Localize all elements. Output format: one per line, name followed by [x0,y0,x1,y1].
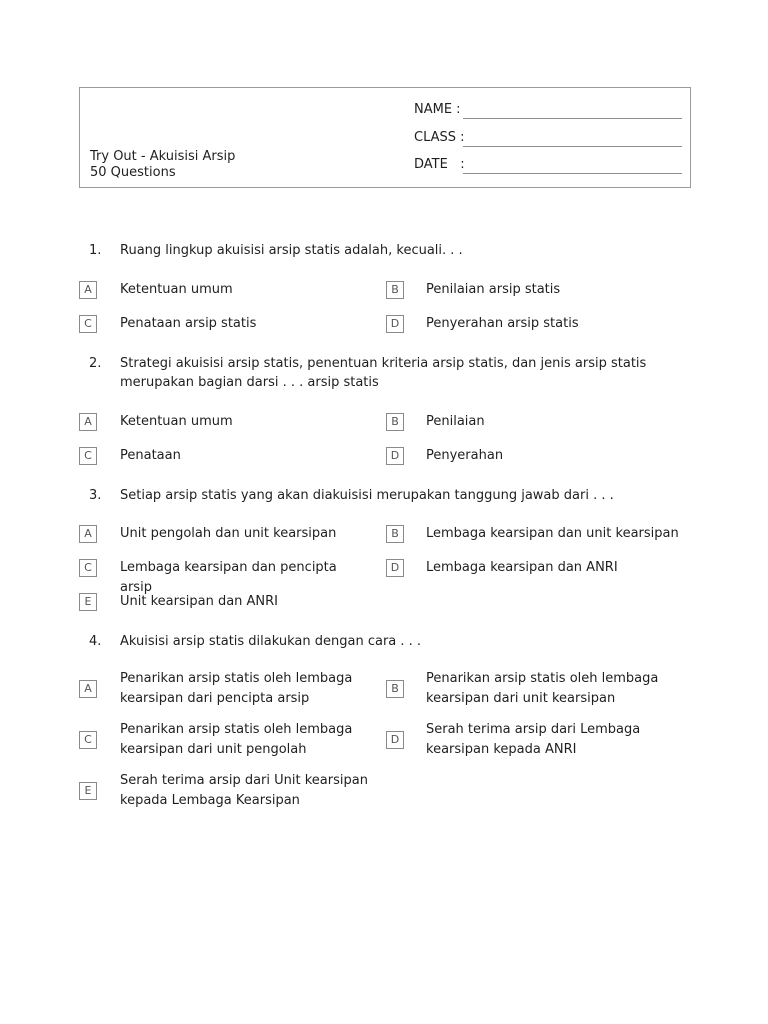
quiz-title: Try Out - Akuisisi Arsip [90,149,236,164]
name-field[interactable] [414,101,682,119]
option-text[interactable]: Penyerahan [426,448,504,463]
question-text: Setiap arsip statis yang akan diakuisisi merupakan tanggung jawab dari . . . [120,488,614,503]
option-letter-box[interactable]: B [386,525,404,543]
question-text: Akuisisi arsip statis dilakukan dengan cara . . . [120,634,422,649]
option-letter-box[interactable]: D [386,559,404,577]
date-label: DATE : [414,157,465,172]
name-label: NAME : [414,102,461,117]
name-line[interactable] [463,118,682,119]
class-field[interactable] [414,129,682,147]
option-letter-box[interactable]: A [79,525,97,543]
question-number: 2. [89,356,102,371]
option-text[interactable]: Penataan arsip statis [120,316,257,331]
option-letter-box[interactable]: A [79,281,97,299]
option-letter-box[interactable]: E [79,593,97,611]
option-letter-box[interactable]: B [386,281,404,299]
option-letter-box[interactable]: D [386,315,404,333]
option-text[interactable]: Penataan [120,448,181,463]
option-letter-box[interactable]: C [79,315,97,333]
option-text[interactable]: Penarikan arsip statis oleh lembaga kearsipan dari unit pengolah [120,722,353,757]
option-text[interactable]: Penarikan arsip statis oleh lembaga kearsipan dari unit kearsipan [426,671,659,706]
option-text[interactable]: Serah terima arsip dari Lembaga kearsipan kepada ANRI [426,722,641,757]
option-text[interactable]: Lembaga kearsipan dan pencipta arsip [120,560,337,595]
option-letter-box[interactable]: A [79,413,97,431]
question-number: 4. [89,634,102,649]
option-text[interactable]: Serah terima arsip dari Unit kearsipan kepada Lembaga Kearsipan [120,773,368,808]
option-letter-box[interactable]: E [79,782,97,800]
option-text[interactable]: Penyerahan arsip statis [426,316,579,331]
date-field[interactable] [414,156,682,174]
option-letter-box[interactable]: D [386,447,404,465]
option-letter-box[interactable]: C [79,731,97,749]
question-number: 3. [89,488,102,503]
question-count: 50 Questions [90,165,176,180]
option-text[interactable]: Ketentuan umum [120,282,233,297]
option-text[interactable]: Penarikan arsip statis oleh lembaga kearsipan dari pencipta arsip [120,671,353,706]
option-letter-box[interactable]: C [79,559,97,577]
date-line[interactable] [463,173,682,174]
option-text[interactable]: Unit kearsipan dan ANRI [120,594,279,609]
worksheet-header [79,87,691,188]
option-text[interactable]: Penilaian arsip statis [426,282,561,297]
option-letter-box[interactable]: A [79,680,97,698]
option-text[interactable]: Lembaga kearsipan dan unit kearsipan [426,526,679,541]
option-letter-box[interactable]: B [386,413,404,431]
question-text: Ruang lingkup akuisisi arsip statis adalah, kecuali. . . [120,243,463,258]
class-line[interactable] [463,146,682,147]
option-text[interactable]: Ketentuan umum [120,414,233,429]
question-text: Strategi akuisisi arsip statis, penentuan kriteria arsip statis, dan jenis arsip statis merupakan bagian darsi . . . arsip statis [120,356,647,390]
option-text[interactable]: Lembaga kearsipan dan ANRI [426,560,618,575]
class-label: CLASS : [414,130,465,145]
option-letter-box[interactable]: D [386,731,404,749]
option-text[interactable]: Penilaian [426,414,485,429]
option-letter-box[interactable]: C [79,447,97,465]
option-letter-box[interactable]: B [386,680,404,698]
option-text[interactable]: Unit pengolah dan unit kearsipan [120,526,337,541]
question-number: 1. [89,243,102,258]
